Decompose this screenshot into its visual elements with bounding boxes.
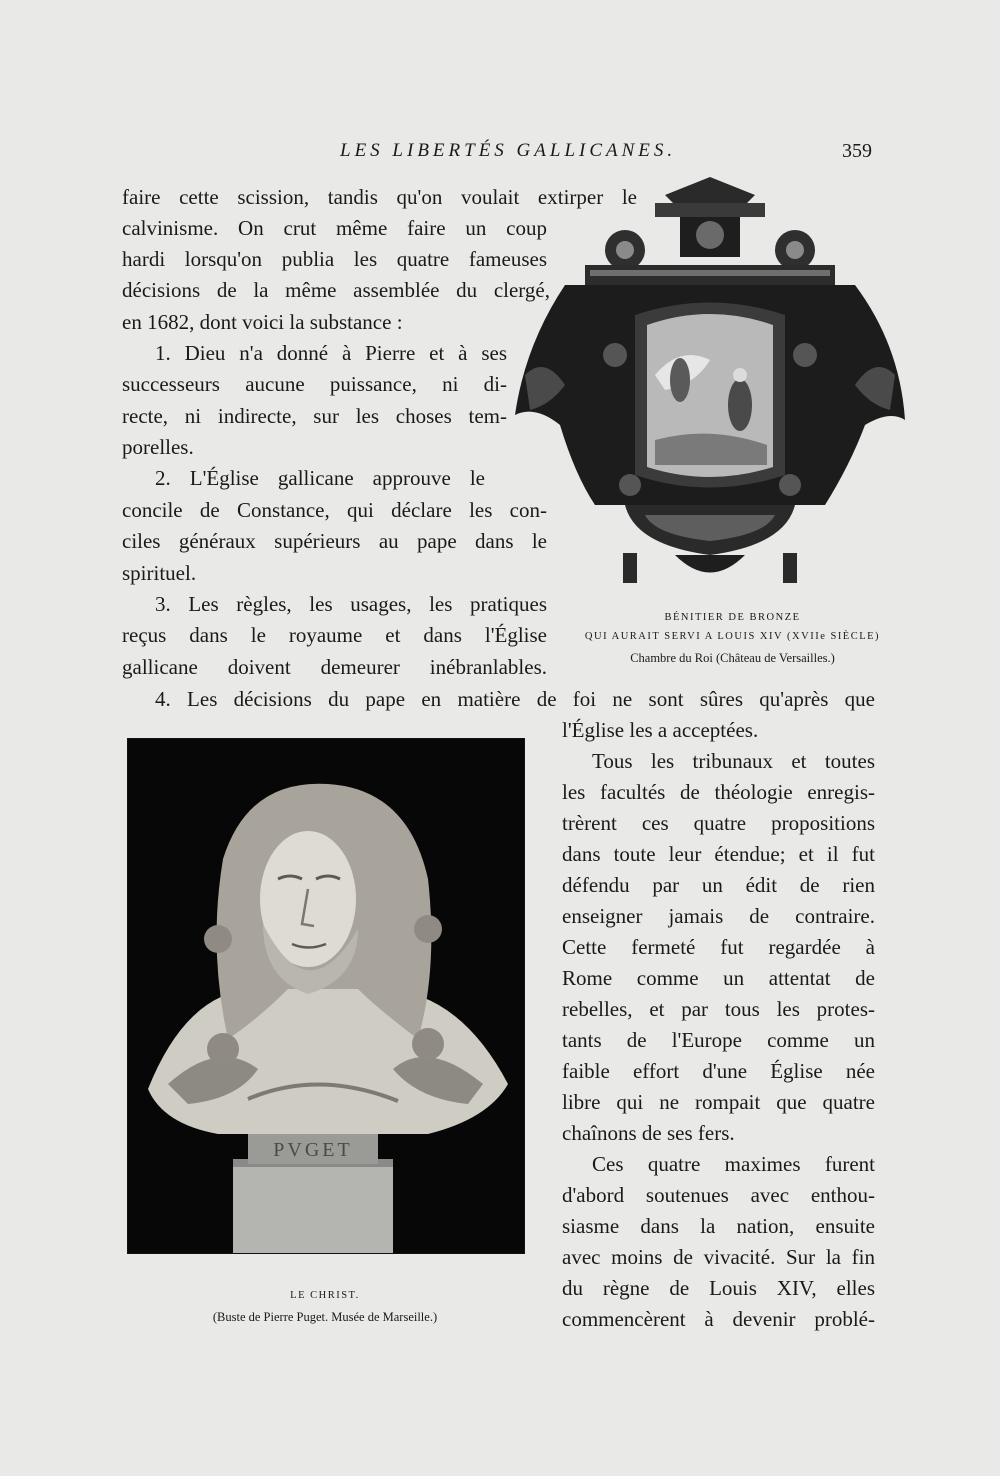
text-line: gallicane doivent demeurer inébranlables. <box>122 655 547 679</box>
text-line: 4. Les décisions du pape en matière de foi ne sont sûres qu'après que <box>155 687 875 711</box>
text-line: ciles généraux supérieurs au pape dans le <box>122 529 547 553</box>
text-line: l'Église les a acceptées. <box>562 718 759 742</box>
text-line: faire cette scission, tandis qu'on voulait extirper le <box>122 185 637 209</box>
text-line: défendu par un édit de rien <box>562 873 875 897</box>
text-line: commencèrent à devenir problé- <box>562 1307 875 1331</box>
text-line: Rome comme un attentat de <box>562 966 875 990</box>
text-line: du règne de Louis XIV, elles <box>562 1276 875 1300</box>
christ-bust-photograph <box>127 738 525 1254</box>
text-line: concile de Constance, qui déclare les con- <box>122 498 547 522</box>
benitier-caption-subtitle: QUI AURAIT SERVI A LOUIS XIV (XVIIe SIÈCLE) <box>584 631 881 642</box>
benitier-engraving <box>505 175 915 595</box>
text-line: chaînons de ses fers. <box>562 1121 735 1145</box>
text-line: trèrent ces quatre propositions <box>562 811 875 835</box>
text-line: en 1682, dont voici la substance : <box>122 310 403 334</box>
text-line: successeurs aucune puissance, ni di- <box>122 372 507 396</box>
text-line: Cette fermeté fut regardée à <box>562 935 875 959</box>
text-line: recte, ni indirecte, sur les choses tem- <box>122 404 507 428</box>
text-line: dans toute leur étendue; et il fut <box>562 842 875 866</box>
text-line: les facultés de théologie enregis- <box>562 780 875 804</box>
bust-caption-title: LE CHRIST. <box>290 1290 360 1301</box>
text-line: siasme dans la nation, ensuite <box>562 1214 875 1238</box>
text-line: libre qui ne rompait que quatre <box>562 1090 875 1114</box>
text-line: 1. Dieu n'a donné à Pierre et à ses <box>155 341 507 365</box>
text-line: avec moins de vivacité. Sur la fin <box>562 1245 875 1269</box>
running-head: LES LIBERTÉS GALLICANES. <box>340 140 677 161</box>
benitier-caption-title: BÉNITIER DE BRONZE <box>664 612 801 623</box>
text-line: rebelles, et par tous les protes- <box>562 997 875 1021</box>
text-line: Ces quatre maximes furent <box>592 1152 875 1176</box>
bust-caption-credit: (Buste de Pierre Puget. Musée de Marseille.) <box>212 1310 438 1324</box>
text-line: décisions de la même assemblée du clergé, <box>122 278 550 302</box>
text-line: porelles. <box>122 435 194 459</box>
text-line: 3. Les règles, les usages, les pratiques <box>155 592 547 616</box>
page-number: 359 <box>842 140 872 162</box>
text-line: tants de l'Europe comme un <box>562 1028 875 1052</box>
bust-inscription: PVGET <box>273 1139 353 1161</box>
text-line: calvinisme. On crut même faire un coup <box>122 216 547 240</box>
text-line: reçus dans le royaume et dans l'Église <box>122 623 547 647</box>
text-line: Tous les tribunaux et toutes <box>592 749 875 773</box>
benitier-caption-location: Chambre du Roi (Château de Versailles.) <box>630 651 835 665</box>
text-line: d'abord soutenues avec enthou- <box>562 1183 875 1207</box>
text-line: spirituel. <box>122 561 197 585</box>
text-line: 2. L'Église gallicane approuve le <box>155 466 485 490</box>
text-line: hardi lorsqu'on publia les quatre fameuses <box>122 247 547 271</box>
text-line: enseigner jamais de contraire. <box>562 904 875 928</box>
text-line: faible effort d'une Église née <box>562 1059 875 1083</box>
